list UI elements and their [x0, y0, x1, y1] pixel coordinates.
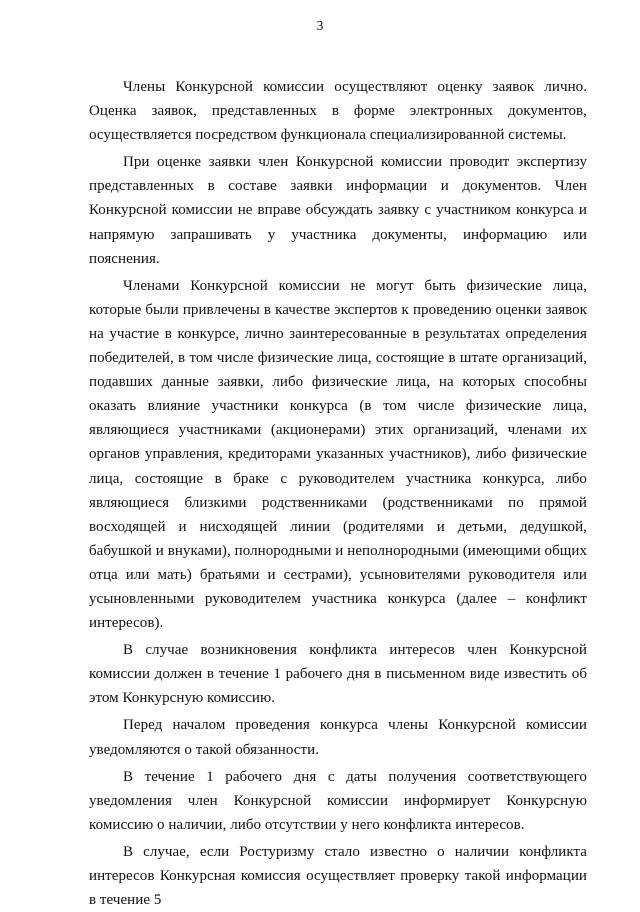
paragraph-notification-duty: В случае возникновения конфликта интересов член Конкурсной комиссии должен в течение 1 рабочего дня в письменном виде известить об этом Конкурсную комиссию.: [89, 642, 587, 707]
paragraph-evaluation-personally: Члены Конкурсной комиссии осуществляют оценку заявок лично. Оценка заявок, представленных в форме электронных документов, осуществляется посредством функционала специализированной системы.: [89, 79, 587, 144]
document-body: [89, 75, 587, 912]
paragraph-expertise: При оценке заявки член Конкурсной комиссии проводит экспертизу представленных в составе заявки информации и документов. Член Конкурсной комиссии не вправе обсуждать заявку с участником конкурса и напрямую запрашивать у участника документы, информацию или пояснения.: [89, 154, 587, 267]
paragraph-verification: В случае, если Ростуризму стало известно о наличии конфликта интересов Конкурсная комиссия осуществляет проверку такой информации в течение 5: [89, 843, 587, 909]
page-number: 3: [316, 18, 324, 33]
paragraph-members-informed: Перед началом проведения конкурса члены Конкурсной комиссии уведомляются о такой обязанности.: [89, 717, 587, 758]
paragraph-conflict-of-interest-definition: Членами Конкурсной комиссии не могут быть физические лица, которые были привлечены в качестве экспертов к проведению оценки заявок на участие в конкурсе, лично заинтересованные в результатах определения победителей, в том числе физические лица, состоящие в штате организаций, подавших данные заявки, либо физические лица, на которых способны оказать влияние участники конкурса (в том числе физические лица, являющиеся участниками (акционерами) этих организаций, членами их органов управления, кредиторами указанных участников), либо физические лица, состоящие в браке с руководителем участника конкурса, либо являющиеся близкими родственниками (родственниками по прямой восходящей и нисходящей линии (родителями и детьми, дедушкой, бабушкой и внуками), полнородными и неполнородными (имеющими общих отца или мать) братьями и сестрами), усыновителями руководителя или усыновленными руководителем участника конкурса (далее – конфликт интересов).: [89, 277, 587, 632]
paragraph-member-informs-commission: В течение 1 рабочего дня с даты получения соответствующего уведомления член Конкурсной комиссии информирует Конкурсную комиссию о наличии, либо отсутствии у него конфликта интересов.: [89, 768, 587, 833]
